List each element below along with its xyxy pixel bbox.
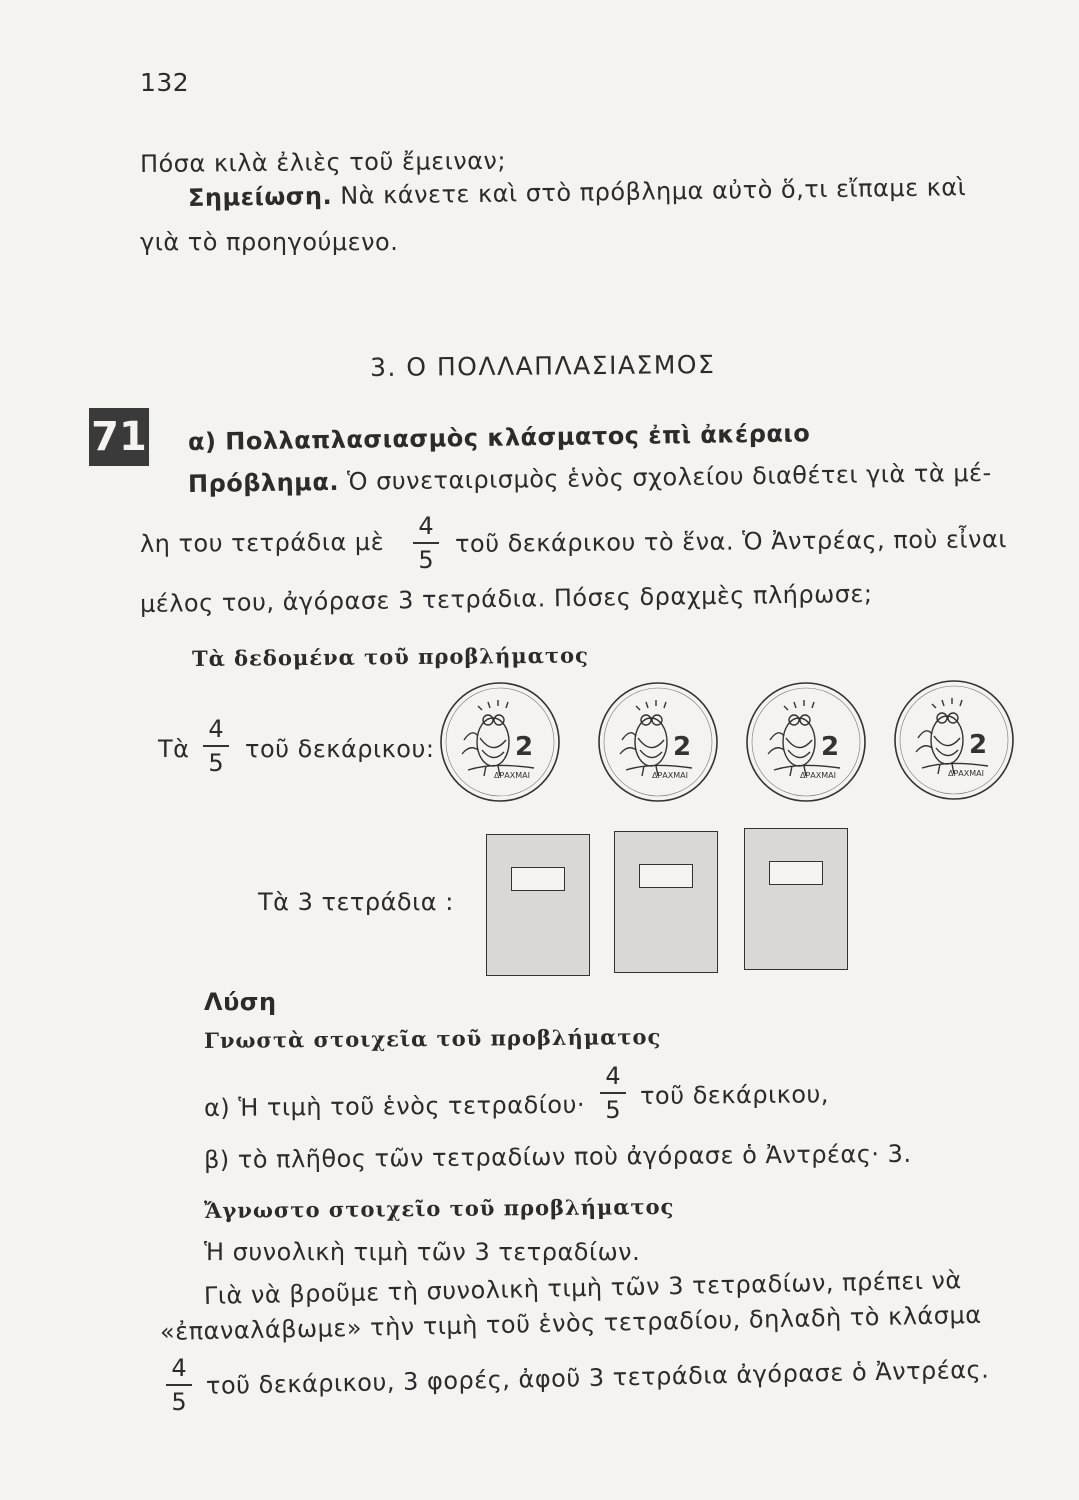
subsection-title: α) Πολλαπλασιασμὸς κλάσματος ἐπὶ ἀκέραιο [187, 419, 811, 456]
coins-fraction-bar [203, 745, 229, 747]
para-line-1: Γιὰ νὰ βροῦμε τὴ συνολικὴ τιμὴ τῶν 3 τετραδίων, πρέπει νὰ [203, 1266, 962, 1310]
item-a-fraction-denominator: 5 [605, 1095, 621, 1124]
coin-1-text: ΔΡΑΧΜΑΙ [494, 771, 530, 780]
unknown-text: Ἡ συνολικὴ τιμὴ τῶν 3 τετραδίων. [204, 1238, 641, 1266]
solution-heading: Λύση [204, 988, 277, 1016]
notebooks-label: Τὰ 3 τετράδια : [258, 888, 454, 916]
fraction-bar [413, 542, 439, 544]
fraction-numerator: 4 [418, 512, 434, 540]
para-fraction-denominator: 5 [171, 1387, 187, 1416]
coin-3-value: 2 [820, 732, 840, 762]
coins-fraction-numerator: 4 [208, 715, 224, 743]
problem-line-2-pre: λη του τετράδια μὲ [139, 527, 385, 558]
intro-line: Πόσα κιλὰ ἐλιὲς τοῦ ἔμειναν; [139, 146, 507, 178]
notebook-1 [486, 834, 590, 976]
note-text: Νὰ κάνετε καὶ στὸ πρόβλημα αὐτὸ ὅ,τι εἴπαμε καὶ [331, 173, 967, 210]
notebook-1-label [511, 867, 565, 891]
para-fraction [164, 1356, 194, 1414]
para-fraction-bar [166, 1384, 192, 1386]
item-a-post: τοῦ δεκάρικου, [639, 1080, 830, 1110]
para-line-2: «ἐπαναλάβωμε» τὴν τιμὴ τοῦ ἑνὸς τετραδίου, δηλαδὴ τὸ κλάσμα [159, 1300, 982, 1346]
item-b: β) τὸ πλῆθος τῶν τετραδίων ποὺ ἀγόρασε ὁ Ἀντρέας· 3. [203, 1139, 912, 1174]
para-fraction-numerator: 4 [171, 1354, 187, 1382]
page-number: 132 [140, 68, 190, 97]
coin-2-text: ΔΡΑΧΜΑΙ [652, 771, 688, 780]
item-a-pre: α) Ἡ τιμὴ τοῦ ἑνὸς τετραδίου· [203, 1090, 586, 1122]
coin-2 [596, 680, 720, 804]
coin-4 [892, 678, 1016, 802]
coin-4-text: ΔΡΑΧΜΑΙ [948, 769, 984, 778]
coin-3 [744, 680, 868, 804]
known-heading: Γνωστὰ στοιχεῖα τοῦ προβλήματος [203, 1024, 662, 1053]
section-title: 3. Ο ΠΟΛΛΑΠΛΑΣΙΑΣΜΟΣ [369, 349, 716, 382]
problem-line-3: μέλος του, ἀγόρασε 3 τετράδια. Πόσες δραχμὲς πλήρωσε; [139, 579, 873, 618]
coin-1 [438, 680, 562, 804]
problem-line-2-post: τοῦ δεκάρικου τὸ ἕνα. Ὁ Ἀντρέας, ποὺ εἶναι [454, 525, 1008, 558]
problem-text: Ὁ συνεταιρισμὸς ἑνὸς σχολείου διαθέτει γιὰ τὰ μέ- [338, 458, 992, 496]
notebook-2 [614, 831, 718, 973]
coins-fraction-denominator: 5 [208, 748, 224, 777]
note-label: Σημείωση. [187, 181, 333, 212]
item-a-fraction-bar [600, 1092, 626, 1094]
coin-3-text: ΔΡΑΧΜΑΙ [800, 771, 836, 780]
coin-4-value: 2 [968, 730, 988, 760]
coin-2-value: 2 [672, 732, 692, 762]
notebook-3 [744, 828, 848, 970]
unknown-heading: Ἄγνωστο στοιχεῖο τοῦ προβλήματος [203, 1193, 675, 1223]
item-a-fraction-numerator: 4 [605, 1062, 621, 1090]
data-heading: Τὰ δεδομένα τοῦ προβλήματος [191, 642, 589, 671]
note-line [188, 173, 967, 212]
note-line-2: γιὰ τὸ προηγούμενο. [140, 228, 399, 256]
coins-label-pre: Τὰ [158, 735, 190, 763]
fraction-denominator: 5 [418, 545, 434, 574]
item-a-fraction [598, 1064, 628, 1122]
problem-label: Πρόβλημα. [187, 467, 340, 498]
section-badge: 71 [89, 408, 149, 466]
notebook-2-label [639, 864, 693, 888]
problem-line-1 [188, 459, 992, 498]
coins-fraction [201, 717, 231, 775]
coins-label-post: τοῦ δεκάρικου: [245, 735, 435, 763]
fraction-four-fifths [411, 514, 441, 572]
notebook-3-label [769, 861, 823, 885]
para-line-3: τοῦ δεκάρικου, 3 φορές, ἀφοῦ 3 τετράδια ἀγόρασε ὁ Ἀντρέας. [205, 1355, 990, 1400]
coin-1-value: 2 [514, 732, 534, 762]
